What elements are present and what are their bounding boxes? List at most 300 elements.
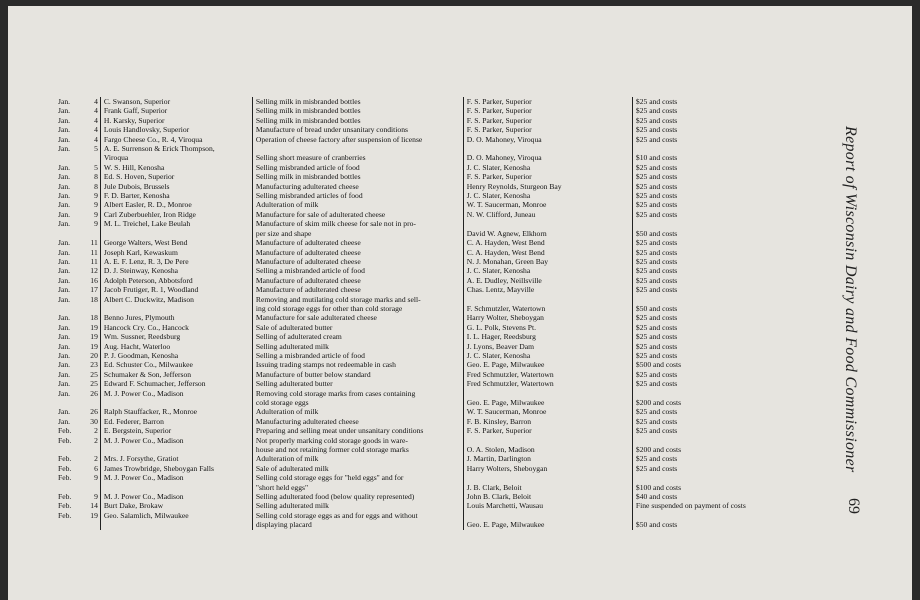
cell-name: [100, 398, 252, 407]
page-number: 69: [845, 498, 862, 514]
cell-month: Jan.: [58, 350, 71, 360]
table-row: [56, 351, 746, 360]
cell-day: 4: [94, 134, 98, 144]
table-row: [56, 379, 746, 388]
cell-day: 2: [94, 426, 98, 436]
cell-name: Louis Handlovsky, Superior: [100, 125, 252, 134]
cell-charge: Manufacture of adulterated cheese: [252, 276, 463, 285]
cell-result: $50 and costs: [632, 520, 746, 529]
cell-name: Ralph Stauffacker, R., Monroe: [100, 407, 252, 416]
cell-name: M. J. Power Co., Madison: [100, 473, 252, 482]
cell-day: 9: [94, 492, 98, 502]
cell-charge: Manufacture of bread under unsanitary conditions: [252, 125, 463, 134]
cell-name: Albert Easler, R. D., Monroe: [100, 200, 252, 209]
cell-prosecutor: Harry Wolter, Sheboygan: [463, 313, 632, 322]
cell-month: Jan.: [58, 313, 71, 323]
cell-day: 9: [94, 200, 98, 210]
cell-charge: Operation of cheese factory after suspension of license: [252, 135, 463, 144]
cell-name: [100, 445, 252, 454]
cell-day: 9: [94, 191, 98, 201]
table-row: [56, 257, 746, 266]
cell-result: $25 and costs: [632, 135, 746, 144]
cell-result: $25 and costs: [632, 332, 746, 341]
table-row: [56, 483, 746, 492]
cell-month: Jan.: [58, 209, 71, 219]
table-row: [56, 295, 746, 304]
cell-prosecutor: N. W. Clifford, Juneau: [463, 210, 632, 219]
cell-result: Fine suspended on payment of costs: [632, 501, 746, 510]
cell-name: Jule Dubois, Brussels: [100, 182, 252, 191]
cell-name: [100, 483, 252, 492]
cell-day: 18: [90, 294, 98, 304]
table-row: [56, 182, 746, 191]
cell-prosecutor: W. T. Saucerman, Monroe: [463, 200, 632, 209]
table-row: [56, 304, 746, 313]
cell-name: E. Bergstein, Superior: [100, 426, 252, 435]
cell-month: [56, 398, 83, 407]
table-row: [56, 219, 746, 228]
cell-month: Jan.: [58, 256, 71, 266]
cell-prosecutor: Fred Schmutzler, Watertown: [463, 379, 632, 388]
cell-day: [83, 153, 100, 162]
table-row: [56, 407, 746, 416]
cell-day: 18: [90, 313, 98, 323]
cell-prosecutor: C. A. Hayden, West Bend: [463, 238, 632, 247]
cell-month: [56, 304, 83, 313]
cell-charge: Selling milk in misbranded bottles: [252, 97, 463, 106]
table-row: [56, 229, 746, 238]
cell-result: $25 and costs: [632, 248, 746, 257]
cell-day: 9: [94, 219, 98, 229]
cell-prosecutor: [463, 473, 632, 482]
cell-charge: Manufacturing adulterated cheese: [252, 182, 463, 191]
cell-prosecutor: F. S. Parker, Superior: [463, 426, 632, 435]
cell-prosecutor: J. B. Clark, Beloit: [463, 483, 632, 492]
cell-day: [83, 229, 100, 238]
cell-day: 6: [94, 463, 98, 473]
cell-charge: cold storage eggs: [252, 398, 463, 407]
cell-prosecutor: J. Lyons, Beaver Dam: [463, 342, 632, 351]
cell-result: [632, 219, 746, 228]
cell-charge: [252, 144, 463, 153]
cell-month: Jan.: [58, 181, 71, 191]
cell-charge: Adulteration of milk: [252, 200, 463, 209]
cell-month: Jan.: [58, 191, 71, 201]
cell-result: $25 and costs: [632, 370, 746, 379]
cell-prosecutor: Geo. E. Page, Milwaukee: [463, 520, 632, 529]
cell-name: M. J. Power Co., Madison: [100, 492, 252, 501]
cell-charge: Sale of adulterated butter: [252, 323, 463, 332]
cell-charge: Manufacture of adulterated cheese: [252, 238, 463, 247]
cell-day: 5: [94, 144, 98, 154]
cell-day: 30: [90, 416, 98, 426]
cell-month: Jan.: [58, 407, 71, 417]
cell-month: Jan.: [58, 369, 71, 379]
cell-result: $50 and costs: [632, 229, 746, 238]
cell-prosecutor: W. T. Saucerman, Monroe: [463, 407, 632, 416]
cell-month: Feb.: [58, 426, 72, 436]
table-row: [56, 501, 746, 510]
cell-charge: Selling adulterated milk: [252, 342, 463, 351]
table-row: [56, 464, 746, 473]
cell-result: $10 and costs: [632, 153, 746, 162]
cell-prosecutor: [463, 219, 632, 228]
table-row: [56, 97, 746, 106]
cell-name: Fargo Cheese Co., R. 4, Viroqua: [100, 135, 252, 144]
cell-month: Jan.: [58, 341, 71, 351]
cell-name: P. J. Goodman, Kenosha: [100, 351, 252, 360]
cell-name: D. J. Steinway, Kenosha: [100, 266, 252, 275]
cell-month: Jan.: [58, 294, 71, 304]
cell-prosecutor: F. S. Parker, Superior: [463, 106, 632, 115]
cell-charge: Selling misbranded article of food: [252, 163, 463, 172]
table-row: [56, 144, 746, 153]
table-row: [56, 342, 746, 351]
cell-prosecutor: [463, 511, 632, 520]
cell-day: 4: [94, 106, 98, 116]
cell-prosecutor: [463, 389, 632, 398]
cell-result: $25 and costs: [632, 342, 746, 351]
cell-prosecutor: N. J. Monahan, Green Bay: [463, 257, 632, 266]
cell-prosecutor: Louis Marchetti, Wausau: [463, 501, 632, 510]
cell-prosecutor: G. L. Polk, Stevens Pt.: [463, 323, 632, 332]
cell-name: F. D. Barter, Kenosha: [100, 191, 252, 200]
cell-prosecutor: F. S. Parker, Superior: [463, 97, 632, 106]
cell-name: Geo. Salamlich, Milwaukee: [100, 511, 252, 520]
cell-name: Albert C. Duckwitz, Madison: [100, 295, 252, 304]
cell-prosecutor: John B. Clark, Beloit: [463, 492, 632, 501]
cell-month: Jan.: [58, 285, 71, 295]
cell-day: 9: [94, 473, 98, 483]
cell-name: W. S. Hill, Kenosha: [100, 163, 252, 172]
cell-charge: Selling of adulterated cream: [252, 332, 463, 341]
cell-name: M. J. Power Co., Madison: [100, 436, 252, 445]
table-row: [56, 200, 746, 209]
table-row: [56, 511, 746, 520]
cell-name: Adolph Peterson, Abbotsford: [100, 276, 252, 285]
cell-month: Jan.: [58, 238, 71, 248]
cell-prosecutor: Harry Wolters, Sheboygan: [463, 464, 632, 473]
cell-charge: Manufacture of butter below standard: [252, 370, 463, 379]
table-row: [56, 398, 746, 407]
cell-day: [83, 445, 100, 454]
cell-name: Hancock Cry. Co., Hancock: [100, 323, 252, 332]
cell-name: Ed. S. Hoven, Superior: [100, 172, 252, 181]
table-row: [56, 313, 746, 322]
table-row: [56, 445, 746, 454]
cell-name: James Trowbridge, Sheboygan Falls: [100, 464, 252, 473]
cell-result: $25 and costs: [632, 379, 746, 388]
cell-result: $25 and costs: [632, 426, 746, 435]
cell-charge: Manufacturing adulterated cheese: [252, 417, 463, 426]
cell-charge: Adulteration of milk: [252, 407, 463, 416]
cell-month: Jan.: [58, 360, 71, 370]
table-row: [56, 116, 746, 125]
cell-prosecutor: F. S. Parker, Superior: [463, 116, 632, 125]
cell-result: $200 and costs: [632, 398, 746, 407]
cell-month: Jan.: [58, 247, 71, 257]
cell-month: Jan.: [58, 219, 71, 229]
cell-charge: Manufacture of adulterated cheese: [252, 285, 463, 294]
cell-result: $25 and costs: [632, 116, 746, 125]
cell-prosecutor: F. Schmutzler, Watertown: [463, 304, 632, 313]
cell-prosecutor: F. S. Parker, Superior: [463, 172, 632, 181]
cell-day: [83, 483, 100, 492]
cell-month: [56, 445, 83, 454]
cell-result: $25 and costs: [632, 276, 746, 285]
cell-name: Edward F. Schumacher, Jefferson: [100, 379, 252, 388]
cell-charge: Selling adulterated butter: [252, 379, 463, 388]
cell-result: $25 and costs: [632, 323, 746, 332]
cell-name: M. J. Power Co., Madison: [100, 389, 252, 398]
cell-day: 25: [90, 379, 98, 389]
cell-prosecutor: O. A. Stolen, Madison: [463, 445, 632, 454]
cell-result: $25 and costs: [632, 200, 746, 209]
cell-charge: Selling a misbranded article of food: [252, 266, 463, 275]
cell-day: 4: [94, 125, 98, 135]
cell-result: [632, 295, 746, 304]
cell-month: [56, 229, 83, 238]
cell-prosecutor: D. O. Mahoney, Viroqua: [463, 153, 632, 162]
cell-charge: Selling milk in misbranded bottles: [252, 116, 463, 125]
cell-name: H. Karsky, Superior: [100, 116, 252, 125]
cell-name: [100, 229, 252, 238]
cell-month: Jan.: [58, 144, 71, 154]
table-row: [56, 135, 746, 144]
cell-month: Jan.: [58, 97, 71, 106]
cell-name: Joseph Karl, Kewaskum: [100, 248, 252, 257]
cell-result: [632, 436, 746, 445]
cell-charge: Selling short measure of cranberries: [252, 153, 463, 162]
cell-day: [83, 398, 100, 407]
cell-result: $40 and costs: [632, 492, 746, 501]
cell-prosecutor: J. C. Slater, Kenosha: [463, 266, 632, 275]
cell-prosecutor: F. B. Kinsley, Barron: [463, 417, 632, 426]
table-row: [56, 210, 746, 219]
cell-day: 5: [94, 162, 98, 172]
table-row: [56, 332, 746, 341]
cell-result: [632, 144, 746, 153]
cell-charge: Manufacture for sale of adulterated cheese: [252, 210, 463, 219]
cell-prosecutor: D. O. Mahoney, Viroqua: [463, 135, 632, 144]
cell-result: $25 and costs: [632, 163, 746, 172]
cell-result: $25 and costs: [632, 125, 746, 134]
cell-month: Jan.: [58, 125, 71, 135]
cell-name: Aug. Hacht, Waterloo: [100, 342, 252, 351]
cell-day: 20: [90, 350, 98, 360]
cell-result: $200 and costs: [632, 445, 746, 454]
cell-charge: ing cold storage eggs for other than cold storage: [252, 304, 463, 313]
cell-day: 26: [90, 407, 98, 417]
table-row: [56, 370, 746, 379]
cell-month: Feb.: [58, 492, 72, 502]
cell-name: A. E. F. Lenz, R. 3, De Pere: [100, 257, 252, 266]
cell-charge: Selling a misbranded article of food: [252, 351, 463, 360]
cell-month: [56, 483, 83, 492]
cell-month: Jan.: [58, 388, 71, 398]
cell-result: [632, 473, 746, 482]
cell-prosecutor: A. E. Dudley, Neillsville: [463, 276, 632, 285]
cell-charge: house and not retaining former cold storage marks: [252, 445, 463, 454]
cell-result: $25 and costs: [632, 97, 746, 106]
cell-charge: Sale of adulterated milk: [252, 464, 463, 473]
cell-result: $25 and costs: [632, 106, 746, 115]
table-row: [56, 248, 746, 257]
cell-month: Jan.: [58, 162, 71, 172]
cell-prosecutor: Geo. E. Page, Milwaukee: [463, 398, 632, 407]
cell-day: 4: [94, 97, 98, 106]
cell-charge: Manufacture for sale adulterated cheese: [252, 313, 463, 322]
cell-day: 2: [94, 454, 98, 464]
cell-result: $100 and costs: [632, 483, 746, 492]
cell-result: $25 and costs: [632, 313, 746, 322]
table-row: [56, 426, 746, 435]
cell-day: 19: [90, 332, 98, 342]
cell-prosecutor: I. L. Hager, Reedsburg: [463, 332, 632, 341]
cell-day: 19: [90, 341, 98, 351]
cell-month: Jan.: [58, 379, 71, 389]
cell-prosecutor: J. C. Slater, Kenosha: [463, 191, 632, 200]
cell-prosecutor: Geo. E. Page, Milwaukee: [463, 360, 632, 369]
prosecutions-table: [56, 97, 746, 530]
cell-result: $25 and costs: [632, 172, 746, 181]
table-row: [56, 417, 746, 426]
cell-day: 17: [90, 285, 98, 295]
cell-charge: Preparing and selling meat under unsanitary conditions: [252, 426, 463, 435]
cell-charge: Issuing trading stamps not redeemable in cash: [252, 360, 463, 369]
table-row: [56, 106, 746, 115]
cell-charge: Adulteration of milk: [252, 454, 463, 463]
cell-month: Jan.: [58, 134, 71, 144]
table-row: [56, 191, 746, 200]
table-row: [56, 163, 746, 172]
cell-day: [83, 304, 100, 313]
cell-charge: Removing and mutilating cold storage marks and sell-: [252, 295, 463, 304]
table-row: [56, 125, 746, 134]
cell-name: Ed. Federer, Barron: [100, 417, 252, 426]
table-row: [56, 454, 746, 463]
table-row: [56, 473, 746, 482]
cell-result: [632, 389, 746, 398]
cell-result: $25 and costs: [632, 191, 746, 200]
cell-day: 25: [90, 369, 98, 379]
cell-day: 11: [90, 256, 98, 266]
cell-day: [83, 520, 100, 529]
cell-charge: Removing cold storage marks from cases containing: [252, 389, 463, 398]
cell-day: 11: [90, 247, 98, 257]
cell-prosecutor: Chas. Lentz, Mayville: [463, 285, 632, 294]
cell-prosecutor: [463, 144, 632, 153]
cell-prosecutor: J. C. Slater, Kenosha: [463, 351, 632, 360]
cell-month: Jan.: [58, 106, 71, 116]
cell-charge: Manufacture of skim milk cheese for sale not in pro-: [252, 219, 463, 228]
cell-month: Feb.: [58, 454, 72, 464]
cell-day: 19: [90, 510, 98, 520]
cell-prosecutor: C. A. Hayden, West Bend: [463, 248, 632, 257]
cell-charge: displaying placard: [252, 520, 463, 529]
cell-charge: Selling adulterated milk: [252, 501, 463, 510]
cell-prosecutor: Fred Schmutzler, Watertown: [463, 370, 632, 379]
cell-name: Jacob Frutiger, R. 1, Woodland: [100, 285, 252, 294]
cell-charge: per size and shape: [252, 229, 463, 238]
cell-result: $25 and costs: [632, 351, 746, 360]
cell-result: $25 and costs: [632, 257, 746, 266]
cell-result: [632, 511, 746, 520]
cell-result: $25 and costs: [632, 407, 746, 416]
cell-name: Viroqua: [100, 153, 252, 162]
cell-name: Ed. Schuster Co., Milwaukee: [100, 360, 252, 369]
table-row: [56, 389, 746, 398]
cell-charge: Manufacture of adulterated cheese: [252, 257, 463, 266]
table-row: [56, 360, 746, 369]
table-row: [56, 492, 746, 501]
cell-prosecutor: Henry Reynolds, Sturgeon Bay: [463, 182, 632, 191]
document-page: [8, 6, 912, 600]
cell-charge: "short held eggs": [252, 483, 463, 492]
table-row: [56, 238, 746, 247]
table-row: [56, 153, 746, 162]
cell-name: Burt Dake, Brokaw: [100, 501, 252, 510]
cell-charge: Manufacture of adulterated cheese: [252, 248, 463, 257]
cell-day: 12: [90, 266, 98, 276]
cell-name: A. E. Surrenson & Erick Thompson,: [100, 144, 252, 153]
cell-name: Carl Zuberbuehler, Iron Ridge: [100, 210, 252, 219]
cell-month: Jan.: [58, 275, 71, 285]
cell-name: [100, 304, 252, 313]
cell-prosecutor: [463, 295, 632, 304]
cell-result: $25 and costs: [632, 285, 746, 294]
cell-charge: Selling cold storage eggs as and for eggs and without: [252, 511, 463, 520]
table-row: [56, 436, 746, 445]
cell-day: 4: [94, 115, 98, 125]
cell-charge: Selling adulterated food (below quality represented): [252, 492, 463, 501]
cell-month: [56, 520, 83, 529]
cell-month: Feb.: [58, 501, 72, 511]
cell-month: Jan.: [58, 115, 71, 125]
cell-day: 26: [90, 388, 98, 398]
cell-prosecutor: David W. Agnew, Elkhorn: [463, 229, 632, 238]
cell-charge: Selling milk in misbranded bottles: [252, 172, 463, 181]
cell-name: C. Swanson, Superior: [100, 97, 252, 106]
cell-charge: Selling misbranded articles of food: [252, 191, 463, 200]
cell-day: 14: [90, 501, 98, 511]
cell-name: Mrs. J. Forsythe, Gratiot: [100, 454, 252, 463]
cell-charge: Selling cold storage eggs for "held eggs" and for: [252, 473, 463, 482]
cell-result: $25 and costs: [632, 464, 746, 473]
running-title: Report of Wisconsin Dairy and Food Commissioner: [842, 126, 859, 473]
cell-name: Schumaker & Son, Jefferson: [100, 370, 252, 379]
cell-result: $25 and costs: [632, 238, 746, 247]
cell-result: $50 and costs: [632, 304, 746, 313]
cell-prosecutor: J. Martin, Darlington: [463, 454, 632, 463]
table-row: [56, 172, 746, 181]
cell-name: George Walters, West Bend: [100, 238, 252, 247]
cell-month: Jan.: [58, 322, 71, 332]
table-row: [56, 266, 746, 275]
cell-result: $25 and costs: [632, 417, 746, 426]
cell-day: 16: [90, 275, 98, 285]
cell-prosecutor: J. C. Slater, Kenosha: [463, 163, 632, 172]
cell-result: $25 and costs: [632, 182, 746, 191]
cell-day: 8: [94, 172, 98, 182]
cell-day: 11: [90, 238, 98, 248]
cell-result: $25 and costs: [632, 454, 746, 463]
cell-name: [100, 520, 252, 529]
table-row: [56, 520, 746, 529]
cell-month: Feb.: [58, 510, 72, 520]
cell-day: 8: [94, 181, 98, 191]
cell-day: 9: [94, 209, 98, 219]
